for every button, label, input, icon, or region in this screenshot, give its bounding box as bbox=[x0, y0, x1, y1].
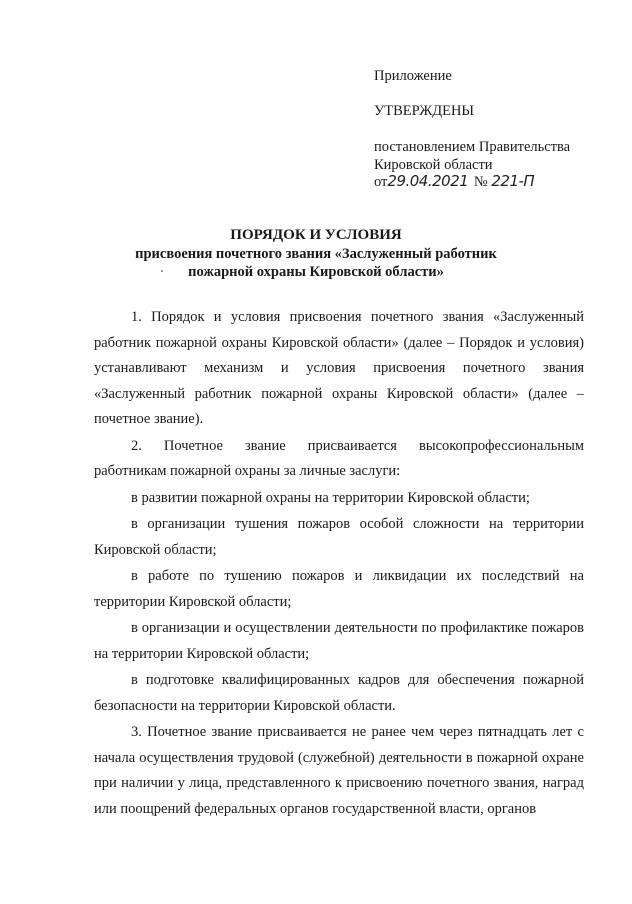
number-prefix: № bbox=[473, 174, 488, 190]
document-title: ПОРЯДОК И УСЛОВИЯ bbox=[230, 227, 402, 243]
handwritten-date: 29.04.2021 bbox=[387, 172, 469, 190]
paragraph-3: 3. Почетное звание присваивается не ранее чем через пятнадцать лет с начала осуществления трудовой (служебной) деятельности в пожарной охране при наличии у лица, представленного к присвоению почетного звания, наград или поощрений федеральных органов государственной власти, органов bbox=[94, 724, 584, 817]
list-item: в организации тушения пожаров особой сложности на территории Кировской области; bbox=[94, 516, 584, 558]
list-item: в подготовке квалифицированных кадров для обеспечения пожарной безопасности на территории Кировской области. bbox=[94, 672, 584, 714]
document-subtitle-line-1: присвоения почетного звания «Заслуженный работник bbox=[135, 246, 497, 262]
list-item: в развитии пожарной охраны на территории Кировской области; bbox=[131, 489, 530, 506]
document-subtitle-line-2: пожарной охраны Кировской области» bbox=[188, 264, 444, 280]
document-body bbox=[94, 305, 584, 822]
appendix-label: Приложение bbox=[374, 68, 452, 84]
paragraph-2: 2. Почетное звание присваивается высокопрофессиональным работникам пожарной охраны за личные заслуги: bbox=[94, 437, 584, 479]
date-prefix: от bbox=[374, 174, 388, 190]
decree-date-line bbox=[374, 172, 534, 191]
decree-line-1: постановлением Правительства bbox=[374, 139, 571, 155]
approved-label: УТВЕРЖДЕНЫ bbox=[374, 103, 475, 119]
paragraph-1: 1. Порядок и условия присвоения почетного звания «Заслуженный работник пожарной охраны Кировской области» (далее – Порядок и условия) устанавливают механизм и условия присвоения почетного звания «Заслуженный работник пожарной охраны Кировской области» (далее – почетное звание). bbox=[94, 309, 584, 427]
decree-line-2: Кировской области bbox=[374, 157, 493, 173]
handwritten-number: 221-П bbox=[491, 172, 535, 190]
scan-speck bbox=[161, 270, 163, 272]
list-item: в работе по тушению пожаров и ликвидации их последствий на территории Кировской области; bbox=[94, 568, 584, 610]
list-item: в организации и осуществлении деятельности по профилактике пожаров на территории Кировской области; bbox=[94, 620, 584, 662]
